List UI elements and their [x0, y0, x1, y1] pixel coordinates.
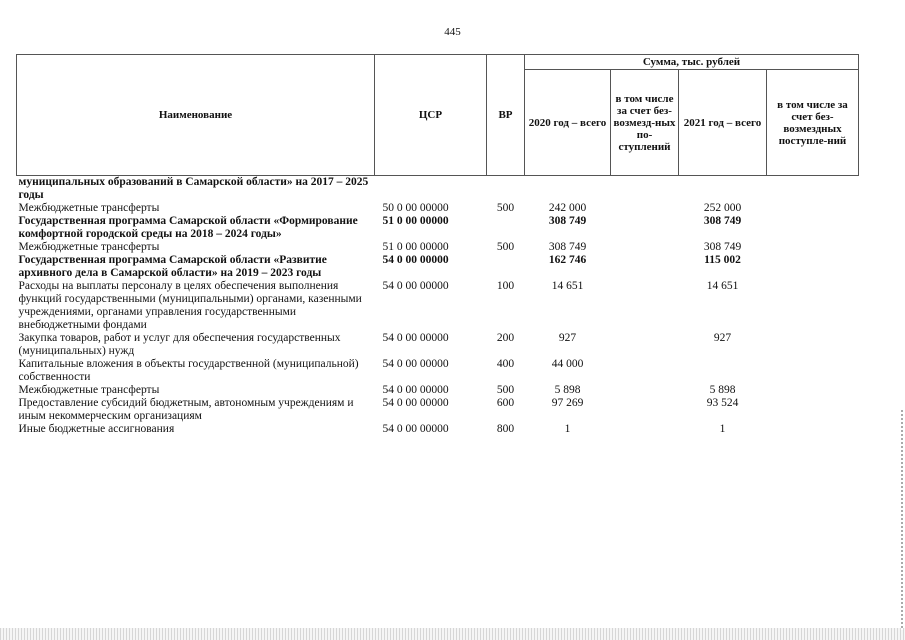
table-body	[17, 176, 859, 437]
header-sum-group: Сумма, тыс. рублей	[525, 55, 859, 70]
cell-2020-gratis	[611, 332, 679, 358]
cell-vr: 800	[496, 423, 515, 435]
cell-name: Межбюджетные трансферты	[18, 241, 160, 253]
cell-2021-total	[679, 176, 767, 203]
cell-csr: 54 0 00 00000	[382, 254, 449, 266]
cell-csr: 50 0 00 00000	[382, 202, 449, 214]
cell-name: Закупка товаров, работ и услуг для обеспечения государственных (муниципальных) нужд	[18, 332, 341, 357]
table-row	[17, 423, 859, 436]
cell-csr: 54 0 00 00000	[382, 280, 449, 292]
cell-name: Государственная программа Самарской области «Развитие архивного дела в Самарской области» на 2019 – 2023 годы	[18, 254, 327, 279]
cell-2020-total: 97 269	[551, 397, 584, 409]
cell-name: Иные бюджетные ассигнования	[18, 423, 175, 435]
cell-2020-gratis	[611, 176, 679, 203]
cell-2021-gratis	[767, 397, 859, 423]
cell-2021-total: 252 000	[703, 202, 742, 214]
cell-2021-gratis	[767, 332, 859, 358]
cell-csr: 51 0 00 00000	[382, 215, 449, 227]
table-row	[17, 384, 859, 397]
cell-csr: 54 0 00 00000	[382, 384, 449, 396]
cell-2020-total: 927	[558, 332, 577, 344]
cell-2020-gratis	[611, 423, 679, 436]
scan-edge	[0, 628, 905, 640]
cell-2021-gratis	[767, 358, 859, 384]
budget-table	[16, 54, 859, 436]
cell-vr: 500	[496, 384, 515, 396]
cell-2021-total: 308 749	[703, 241, 742, 253]
cell-2021-total: 93 524	[706, 397, 739, 409]
table-row	[17, 280, 859, 332]
cell-2020-total: 1	[564, 423, 571, 435]
cell-2020-gratis	[611, 202, 679, 215]
cell-2020-total: 5 898	[554, 384, 581, 396]
cell-2021-gratis	[767, 423, 859, 436]
cell-2021-gratis	[767, 384, 859, 397]
cell-2020-total	[525, 176, 611, 203]
header-2021-gratis: в том числе за счет без-возмездных поступле-ний	[767, 70, 859, 176]
cell-csr: 51 0 00 00000	[382, 241, 449, 253]
cell-csr	[375, 176, 487, 203]
cell-name: Государственная программа Самарской области «Формирование комфортной городской среды на 2018 – 2024 годы»	[18, 215, 358, 240]
cell-2021-gratis	[767, 215, 859, 241]
cell-2020-gratis	[611, 280, 679, 332]
cell-2020-gratis	[611, 358, 679, 384]
cell-name: Предоставление субсидий бюджетным, автономным учреждениям и иным некоммерческим организациям	[18, 397, 354, 422]
cell-vr	[487, 176, 525, 203]
cell-csr: 54 0 00 00000	[382, 397, 449, 409]
cell-2020-total: 242 000	[548, 202, 587, 214]
table-row	[17, 254, 859, 280]
cell-2020-total: 308 749	[548, 241, 587, 253]
cell-2020-gratis	[611, 215, 679, 241]
cell-vr: 400	[496, 358, 515, 370]
header-2020-gratis: в том числе за счет без-возмезд-ных по-ступлений	[611, 70, 679, 176]
cell-2021-total: 115 002	[704, 254, 741, 266]
cell-vr	[487, 215, 525, 241]
cell-2020-total: 44 000	[551, 358, 584, 370]
cell-2021-gratis	[767, 280, 859, 332]
cell-2021-total: 927	[713, 332, 732, 344]
cell-2020-total: 14 651	[551, 280, 584, 292]
cell-2020-gratis	[611, 241, 679, 254]
header-vr: ВР	[487, 55, 525, 176]
table-row	[17, 176, 859, 203]
cell-vr: 500	[496, 241, 515, 253]
page-number: 445	[444, 26, 461, 38]
cell-2021-gratis	[767, 202, 859, 215]
cell-2021-total: 308 749	[703, 215, 742, 227]
table-header	[17, 55, 859, 176]
cell-2021-total: 1	[719, 423, 726, 435]
table-row	[17, 332, 859, 358]
table-row	[17, 358, 859, 384]
header-csr: ЦСР	[375, 55, 487, 176]
cell-2020-gratis	[611, 397, 679, 423]
cell-vr: 600	[496, 397, 515, 409]
cell-vr: 500	[496, 202, 515, 214]
cell-vr: 200	[496, 332, 515, 344]
cell-2021-total: 14 651	[706, 280, 739, 292]
cell-2020-gratis	[611, 254, 679, 280]
table-row	[17, 202, 859, 215]
cell-csr: 54 0 00 00000	[382, 332, 449, 344]
cell-csr: 54 0 00 00000	[382, 423, 449, 435]
cell-2021-total	[679, 358, 767, 384]
cell-csr: 54 0 00 00000	[382, 358, 449, 370]
header-2021-total: 2021 год – всего	[679, 70, 767, 176]
cell-vr: 100	[496, 280, 515, 292]
cell-vr	[487, 254, 525, 280]
cell-2020-total: 308 749	[548, 215, 587, 227]
cell-name: Межбюджетные трансферты	[18, 202, 160, 214]
table-row	[17, 397, 859, 423]
cell-name: муниципальных образований в Самарской области» на 2017 – 2025 годы	[18, 176, 369, 201]
header-2020-total: 2020 год – всего	[525, 70, 611, 176]
cell-2021-gratis	[767, 176, 859, 203]
table-row	[17, 241, 859, 254]
cell-2021-gratis	[767, 241, 859, 254]
cell-2020-gratis	[611, 384, 679, 397]
cell-name: Межбюджетные трансферты	[18, 384, 160, 396]
cell-2020-total: 162 746	[548, 254, 587, 266]
cell-2021-gratis	[767, 254, 859, 280]
cell-name: Капитальные вложения в объекты государственной (муниципальной) собственности	[18, 358, 359, 383]
cell-2021-total: 5 898	[709, 384, 736, 396]
header-name: Наименование	[17, 55, 375, 176]
table-row	[17, 215, 859, 241]
scan-edge-right	[901, 410, 903, 630]
cell-name: Расходы на выплаты персоналу в целях обеспечения выполнения функций государственными (муниципальными) органами, казенными учреждениями, органами управления государственными внебюджетными фондами	[18, 280, 362, 331]
